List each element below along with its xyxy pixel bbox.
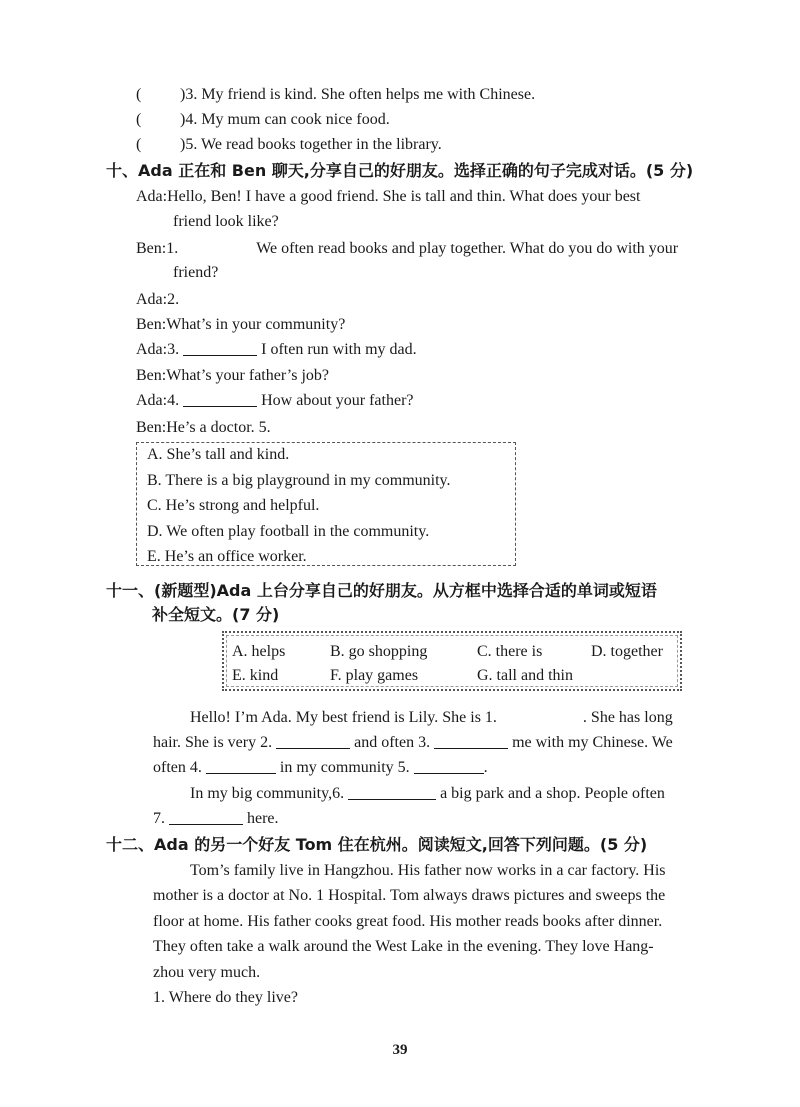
section-11-heading: 十一、(新题型)Ada 上台分享自己的好朋友。从方框中选择合适的单词或短语 <box>106 581 657 600</box>
reading-line: mother is a doctor at No. 1 Hospital. Tom always draws pictures and sweeps the <box>153 887 666 904</box>
answer-blank[interactable] <box>178 237 256 253</box>
answer-blank[interactable] <box>271 416 351 432</box>
option-e: E. He’s an office worker. <box>147 548 307 565</box>
question-1: 1. Where do they live? <box>153 989 298 1006</box>
passage-line: Hello! I’m Ada. My best friend is Lily. She is 1. . She has long <box>190 706 673 729</box>
passage-line: often 4. in my community 5. . <box>153 759 488 776</box>
dialogue-line: friend? <box>173 264 219 281</box>
reading-line: zhou very much. <box>153 964 261 981</box>
option-b: B. There is a big playground in my community. <box>147 472 451 489</box>
section-10-heading: 十、Ada 正在和 Ben 聊天,分享自己的好朋友。选择正确的句子完成对话。(5 分) <box>106 161 694 180</box>
page-number: 39 <box>392 1042 408 1058</box>
word-e: E. kind <box>232 667 279 684</box>
word-a: A. helps <box>232 643 286 660</box>
reading-line: They often take a walk around the West Lake in the evening. They love Hang- <box>153 938 654 955</box>
word-f: F. play games <box>330 667 419 684</box>
answer-blank[interactable] <box>276 732 350 749</box>
dialogue-line: Ben:1. We often read books and play together. What do you do with your <box>136 237 678 260</box>
answer-blank[interactable] <box>179 288 259 304</box>
word-c: C. there is <box>477 643 543 660</box>
word-b: B. go shopping <box>330 643 428 660</box>
option-a: A. She’s tall and kind. <box>147 446 290 463</box>
dialogue-line: Ada:Hello, Ben! I have a good friend. She is tall and thin. What does your best <box>136 188 641 205</box>
answer-paren-open: ( <box>136 111 142 128</box>
dialogue-line: Ada:4. How about your father? <box>136 392 414 409</box>
answer-blank[interactable] <box>183 390 257 407</box>
dialogue-line: Ada:2. <box>136 288 259 311</box>
word-d: D. together <box>591 643 663 660</box>
answer-blank[interactable] <box>497 706 583 722</box>
answer-blank[interactable] <box>414 757 484 774</box>
judge-item-3: ( )3. My friend is kind. She often helps me with Chinese. <box>136 84 535 106</box>
option-c: C. He’s strong and helpful. <box>147 497 320 514</box>
dialogue-line: Ben:What’s in your community? <box>136 316 346 333</box>
reading-line: Tom’s family live in Hangzhou. His father now works in a car factory. His <box>190 862 666 879</box>
judge-item-text: 4. My mum can cook nice food. <box>185 111 390 128</box>
answer-blank[interactable] <box>206 757 276 774</box>
dialogue-line: Ada:3. I often run with my dad. <box>136 341 417 358</box>
answer-paren-open: ( <box>136 86 142 103</box>
section-12-heading: 十二、Ada 的另一个好友 Tom 住在杭州。阅读短文,回答下列问题。(5 分) <box>106 835 648 854</box>
option-d: D. We often play football in the community. <box>147 523 430 540</box>
answer-blank[interactable] <box>169 808 243 825</box>
dialogue-line: friend look like? <box>173 213 279 230</box>
answer-blank[interactable] <box>434 732 508 749</box>
word-g: G. tall and thin <box>477 667 573 684</box>
judge-item-text: 3. My friend is kind. She often helps me with Chinese. <box>185 86 536 103</box>
judge-item-text: 5. We read books together in the library. <box>185 136 442 153</box>
answer-blank[interactable] <box>183 339 257 356</box>
passage-line: 7. here. <box>153 810 279 827</box>
passage-line: In my big community,6. a big park and a shop. People often <box>190 785 665 802</box>
judge-item-5: ( )5. We read books together in the library. <box>136 134 442 156</box>
dialogue-line: Ben:What’s your father’s job? <box>136 367 329 384</box>
passage-line: hair. She is very 2. and often 3. me with my Chinese. We <box>153 734 673 751</box>
answer-blank[interactable] <box>348 783 436 800</box>
judge-item-4: ( )4. My mum can cook nice food. <box>136 109 390 131</box>
reading-line: floor at home. His father cooks great food. His mother reads books after dinner. <box>153 913 663 930</box>
answer-paren-open: ( <box>136 136 142 153</box>
section-11-heading-cont: 补全短文。(7 分) <box>152 605 280 624</box>
dialogue-line: Ben:He’s a doctor. 5. <box>136 416 351 439</box>
